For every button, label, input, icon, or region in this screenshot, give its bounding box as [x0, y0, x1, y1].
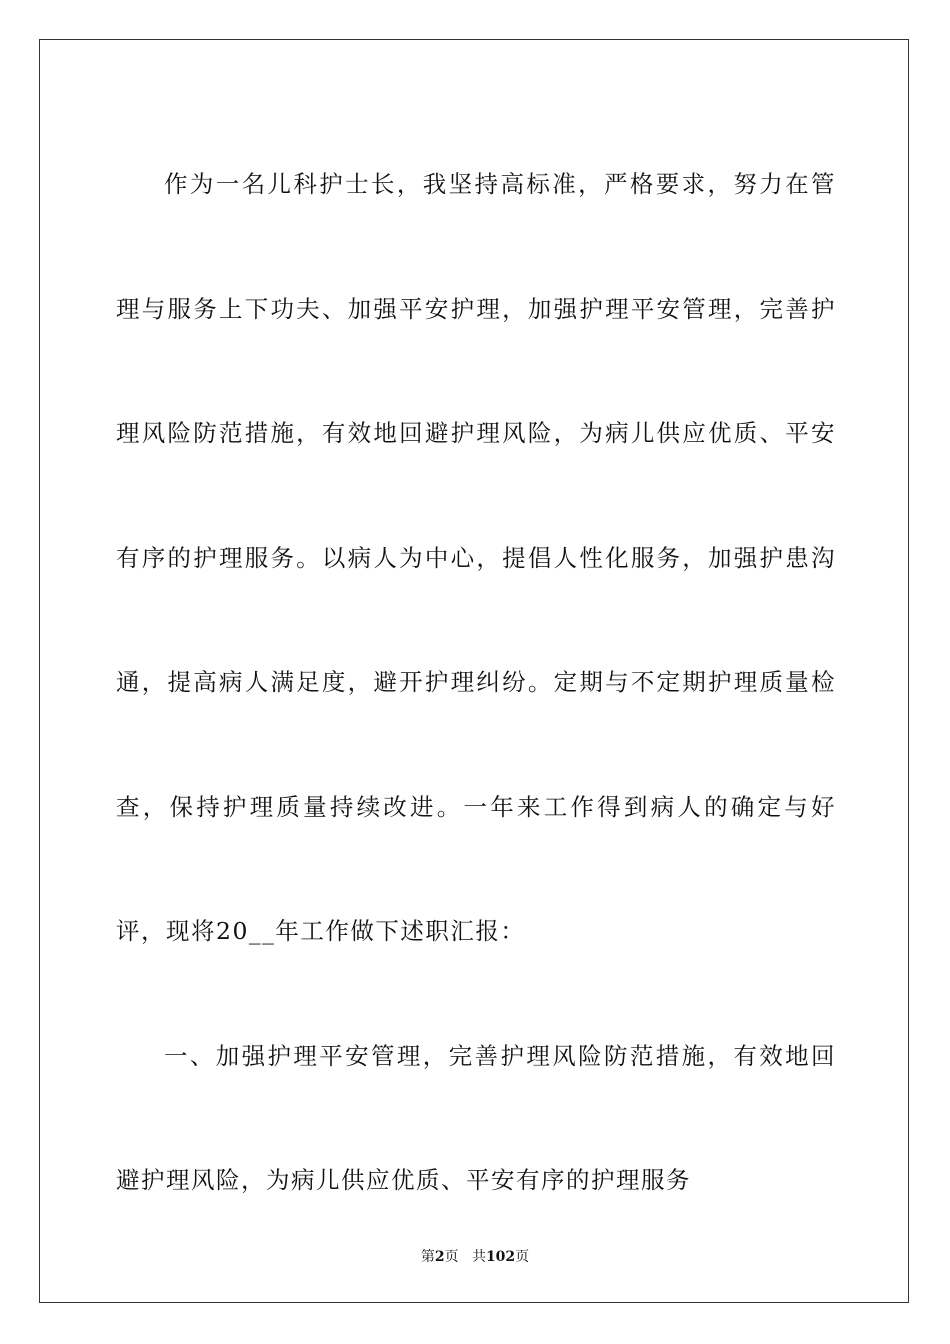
total-prefix: 共	[471, 1249, 486, 1265]
page-prefix: 第	[420, 1249, 435, 1265]
page-footer	[0, 1246, 950, 1266]
total-pages: 102	[485, 1249, 516, 1265]
total-suffix: 页	[515, 1249, 530, 1265]
paragraph-section-one: 一、加强护理平安管理，完善护理风险防范措施，有效地回避护理风险，为病儿供应优质、平安有序的护理服务	[116, 1041, 836, 1194]
page-suffix: 页	[444, 1249, 459, 1265]
page-number: 2	[434, 1249, 445, 1265]
document-body	[116, 122, 836, 1243]
paragraph-intro: 作为一名儿科护士长，我坚持高标准，严格要求，努力在管理与服务上下功夫、加强平安护理，加强护理平安管理，完善护理风险防范措施，有效地回避护理风险，为病儿供应优质、平安有序的护理服务。以病人为中心，提倡人性化服务，加强护患沟通，提高病人满足度，避开护理纠纷。定期与不定期护理质量检查，保持护理质量持续改进。一年来工作得到病人的确定与好评，现将20__年工作做下述职汇报：	[116, 170, 836, 945]
